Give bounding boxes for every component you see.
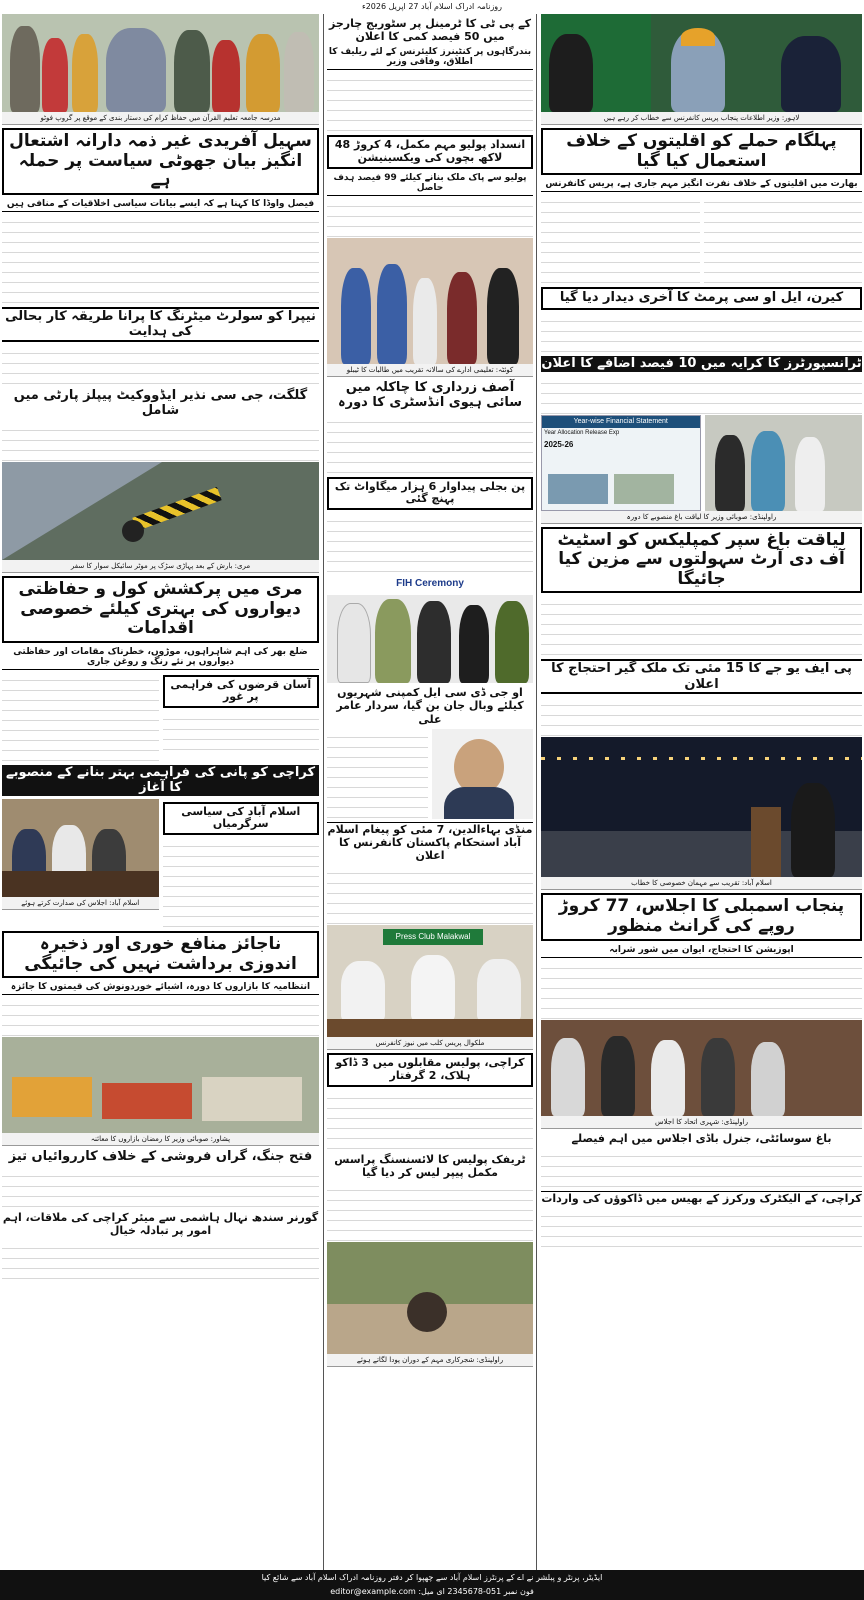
statement-title: Year-wise Financial Statement: [542, 416, 700, 428]
mid-plantation-photo: [327, 1242, 533, 1354]
mid-h2: انسداد پولیو مہم مکمل، 4 کروڑ 48 لاکھ بچوں کی ویکسینیشن: [327, 135, 533, 168]
right-item2-headline: کیرن، ایل او سی پرمٹ کا آخری دیدار دیا گیا: [541, 287, 862, 310]
right-lead3-headline: پنجاب اسمبلی کا اجلاس، 77 کروڑ روپے کی گرانٹ منظور: [541, 893, 862, 940]
left-market-photo: [2, 1037, 319, 1133]
left-lead-body: [2, 214, 319, 304]
right-lead-body-b: [704, 194, 863, 284]
mid-h7: کراچی، پولیس مقابلوں میں 3 ڈاکو ہلاک، 2 گرفتار: [327, 1053, 533, 1086]
mid-h2-body: [327, 198, 533, 238]
right-lead2-body: [541, 596, 862, 656]
left-item6-headline: گورنر سندھ نہال ہاشمی سے میئر کراچی کی ملاقات، اہم امور پر تبادلہ خیال: [2, 1210, 319, 1237]
left-lead-sub: فیصل واوڈا کا کہنا ہے کہ ایسے بیانات سیاسی اخلاقیات کے منافی ہیں: [2, 198, 319, 212]
left-lead2-sub: ضلع بھر کی اہم شاہراہوں، موڑوں، خطرناک مقامات اور حفاظتی دیواروں پر نئے رنگ و روغن جاری: [2, 646, 319, 670]
right-event-caption: اسلام آباد: تقریب سے مہمان خصوصی کا خطاب: [541, 877, 862, 890]
statement-year: 2025-26: [544, 439, 574, 449]
mid-h6: منڈی بہاءالدین، 7 مئی کو پیغام اسلام آباد استحکام پاکستان کانفرنس کا اعلان: [327, 822, 533, 863]
mid-press-photo: [327, 925, 533, 1037]
mid-ceremony-photo: [327, 573, 533, 683]
right-event-photo: [541, 737, 862, 877]
left-item5-headline: فتح جنگ، گراں فروشی کے خلاف کارروائیاں تیز: [8, 1149, 313, 1165]
right-top-caption: لاہور: وزیر اطلاعات پنجاب پریس کانفرنس سے خطاب کر رہے ہیں: [541, 112, 862, 125]
right-item5-headline: باغ سوسائٹی، جنرل باڈی اجلاس میں اہم فیصلے: [571, 1131, 832, 1145]
mid-press-caption: ملکوال پریس کلب میں نیوز کانفرنس: [327, 1037, 533, 1050]
mid-h4-body: [327, 513, 533, 573]
mid-portrait-photo: [432, 729, 533, 819]
left-road-photo: [2, 462, 319, 560]
left-item2-headline: نیپرا کو سولرٹ میٹرنگ کا پرانا طریقہ کار بحالی کی ہدایت: [2, 307, 319, 342]
right-lead3-body: [541, 960, 862, 1020]
right-visit-photo: [705, 415, 863, 511]
right-item6-body: [541, 1208, 862, 1248]
right-statement-board: [541, 415, 701, 511]
right-column: [541, 14, 862, 1570]
mid-h5-body: [327, 729, 428, 819]
imprint-footer: [0, 1570, 864, 1600]
left-item2-body: [2, 345, 319, 385]
right-item4-headline: پی ایف یو جے کا 15 مئی تک ملک گیر احتجاج کا اعلان: [541, 659, 862, 694]
left-meeting-photo: [2, 799, 159, 897]
mid-h5: او جی ڈی سی ایل کمپنی شہریوں کیلئے وبال جان بن گیا، سردار عامر علی: [336, 686, 524, 726]
mid-h6-body: [327, 865, 533, 925]
right-item2-body: [541, 313, 862, 353]
imprint-line-1: ایڈیٹر، پرنٹر و پبلشر نے اے کے پرنٹرز اسلام آباد سے چھپوا کر دفتر روزنامہ ادراک اسلام آباد سے شائع کیا: [261, 1573, 603, 1582]
right-item5-body: [541, 1148, 862, 1188]
right-meeting-photo: [541, 1020, 862, 1116]
left-box-a: آسان قرضوں کی فراہمی پر غور: [163, 675, 320, 708]
mid-h3: آصف زرداری کا چاکلہ میں سائی ہیوی انڈسٹری کا دورہ: [337, 379, 523, 411]
right-lead3-sub: اپوزیشن کا احتجاج، ایوان میں شور شرابہ: [541, 944, 862, 958]
mid-press-banner: Press Club Malakwal: [383, 929, 483, 945]
mid-h8: ٹریفک پولیس کا لائسنسنگ پراسس مکمل پیپر لیس کر دیا گیا: [334, 1152, 526, 1179]
right-lead-body-a: [541, 194, 700, 284]
mid-h7-body: [327, 1090, 533, 1150]
left-item6-body: [2, 1240, 319, 1280]
mid-h8-body: [327, 1182, 533, 1242]
mid-school-photo: [327, 238, 533, 364]
right-visit-caption: راولپنڈی: صوبائی وزیر کا لیاقت باغ منصوبے کا دورہ: [541, 511, 862, 524]
left-road-caption: مری: بارش کے بعد پہاڑی سڑک پر موٹر سائیکل سوار کا سفر: [2, 560, 319, 573]
left-meeting-caption: اسلام آباد: اجلاس کی صدارت کرتے ہوئے: [2, 897, 159, 910]
left-box-b: اسلام آباد کی سیاسی سرگرمیاں: [163, 802, 320, 835]
right-lead-headline: پہلگام حملے کو اقلیتوں کے خلاف استعمال کیا گیا: [541, 128, 862, 175]
left-lead3-sub: انتظامیہ کا بازاروں کا دورہ، اشیائے خوردونوش کی قیمتوں کا جائزہ: [2, 981, 319, 995]
mid-h2-sub: پولیو سے پاک ملک بنانے کیلئے 99 فیصد ہدف حاصل: [327, 172, 533, 196]
left-lead2-body-a: [2, 672, 159, 762]
right-item3-headline: ٹرانسپورٹرز کا کرایہ میں 10 فیصد اضافے کا اعلان: [541, 356, 862, 372]
mid-h3-body: [327, 414, 533, 474]
left-box-b-body: [163, 838, 320, 928]
left-item3-body: [2, 422, 319, 462]
mid-h1-sub: بندرگاہوں پر کنٹینرز کلیئرنس کے لئے ریلیف کا اطلاق، وفاقی وزیر: [327, 46, 533, 70]
mid-plantation-caption: راولپنڈی: شجرکاری مہم کے دوران پودا لگاتے ہوئے: [327, 1354, 533, 1367]
left-lead2-headline: مری میں پرکشش کول و حفاظتی دیواروں کی بہتری کیلئے خصوصی اقدامات: [2, 576, 319, 643]
left-top-photo: [2, 14, 319, 112]
right-item3-body: [541, 375, 862, 415]
right-top-photo: [541, 14, 862, 112]
left-market-caption: پشاور: صوبائی وزیر کا رمضان بازاروں کا معائنہ: [2, 1133, 319, 1146]
imprint-line-2: فون نمبر 051-2345678 ای میل: editor@example.com: [330, 1587, 534, 1596]
left-box-a-body: [163, 711, 320, 751]
right-lead-sub: بھارت میں اقلیتوں کے خلاف نفرت انگیز مہم جاری ہے، پریس کانفرنس: [541, 178, 862, 192]
mid-h1-body: [327, 72, 533, 132]
left-column: [2, 14, 319, 1570]
right-item6-headline: کراچی، کے الیکٹرک ورکرز کے بھیس میں ڈاکوؤں کی واردات: [541, 1191, 862, 1205]
middle-column: [323, 14, 537, 1570]
left-item5-body: [2, 1168, 319, 1208]
left-top-caption: مدرسہ جامعہ تعلیم القرآن میں حفاظ کرام کی دستار بندی کے موقع پر گروپ فوٹو: [2, 112, 319, 125]
left-item4-headline: کراچی کو پانی کی فراہمی بہتر بنانے کے منصوبے کا آغاز: [2, 765, 319, 796]
mid-school-caption: کوئٹہ: تعلیمی ادارے کی سالانہ تقریب میں طالبات کا ٹیبلو: [327, 364, 533, 377]
left-lead3-body: [2, 997, 319, 1037]
mid-h4: پن بجلی پیداوار 6 ہزار میگاواٹ تک پہنچ گئی: [327, 477, 533, 510]
right-lead2-headline: لیاقت باغ سپر کمپلیکس کو اسٹیٹ آف دی آرٹ سہولتوں سے مزین کیا جائیگا: [541, 527, 862, 594]
left-lead-headline: سہیل آفریدی غیر ذمہ دارانہ اشتعال انگیز بیان جھوٹی سیاست پر حملہ ہے: [2, 128, 319, 195]
left-lead3-headline: ناجائز منافع خوری اور ذخیرہ اندوزی برداشت نہیں کی جائیگی: [2, 931, 319, 978]
mid-event-banner: FIH Ceremony: [327, 573, 533, 595]
right-item4-body: [541, 697, 862, 737]
dateline: روزنامہ ادراک اسلام آباد 27 اپریل 2026ء: [361, 2, 503, 11]
statement-row: Year Allocation Release Exp: [544, 429, 620, 436]
left-item3-headline: گلگت، جی سی نذیر ایڈووکیٹ پیپلز پارٹی میں شامل: [13, 387, 308, 419]
mid-h1: کے پی ٹی کا ٹرمینل پر سٹوریج چارجز میں 50 فیصد کمی کا اعلان: [328, 17, 531, 44]
right-meeting-caption: راولپنڈی: شہری اتحاد کا اجلاس: [541, 1116, 862, 1129]
